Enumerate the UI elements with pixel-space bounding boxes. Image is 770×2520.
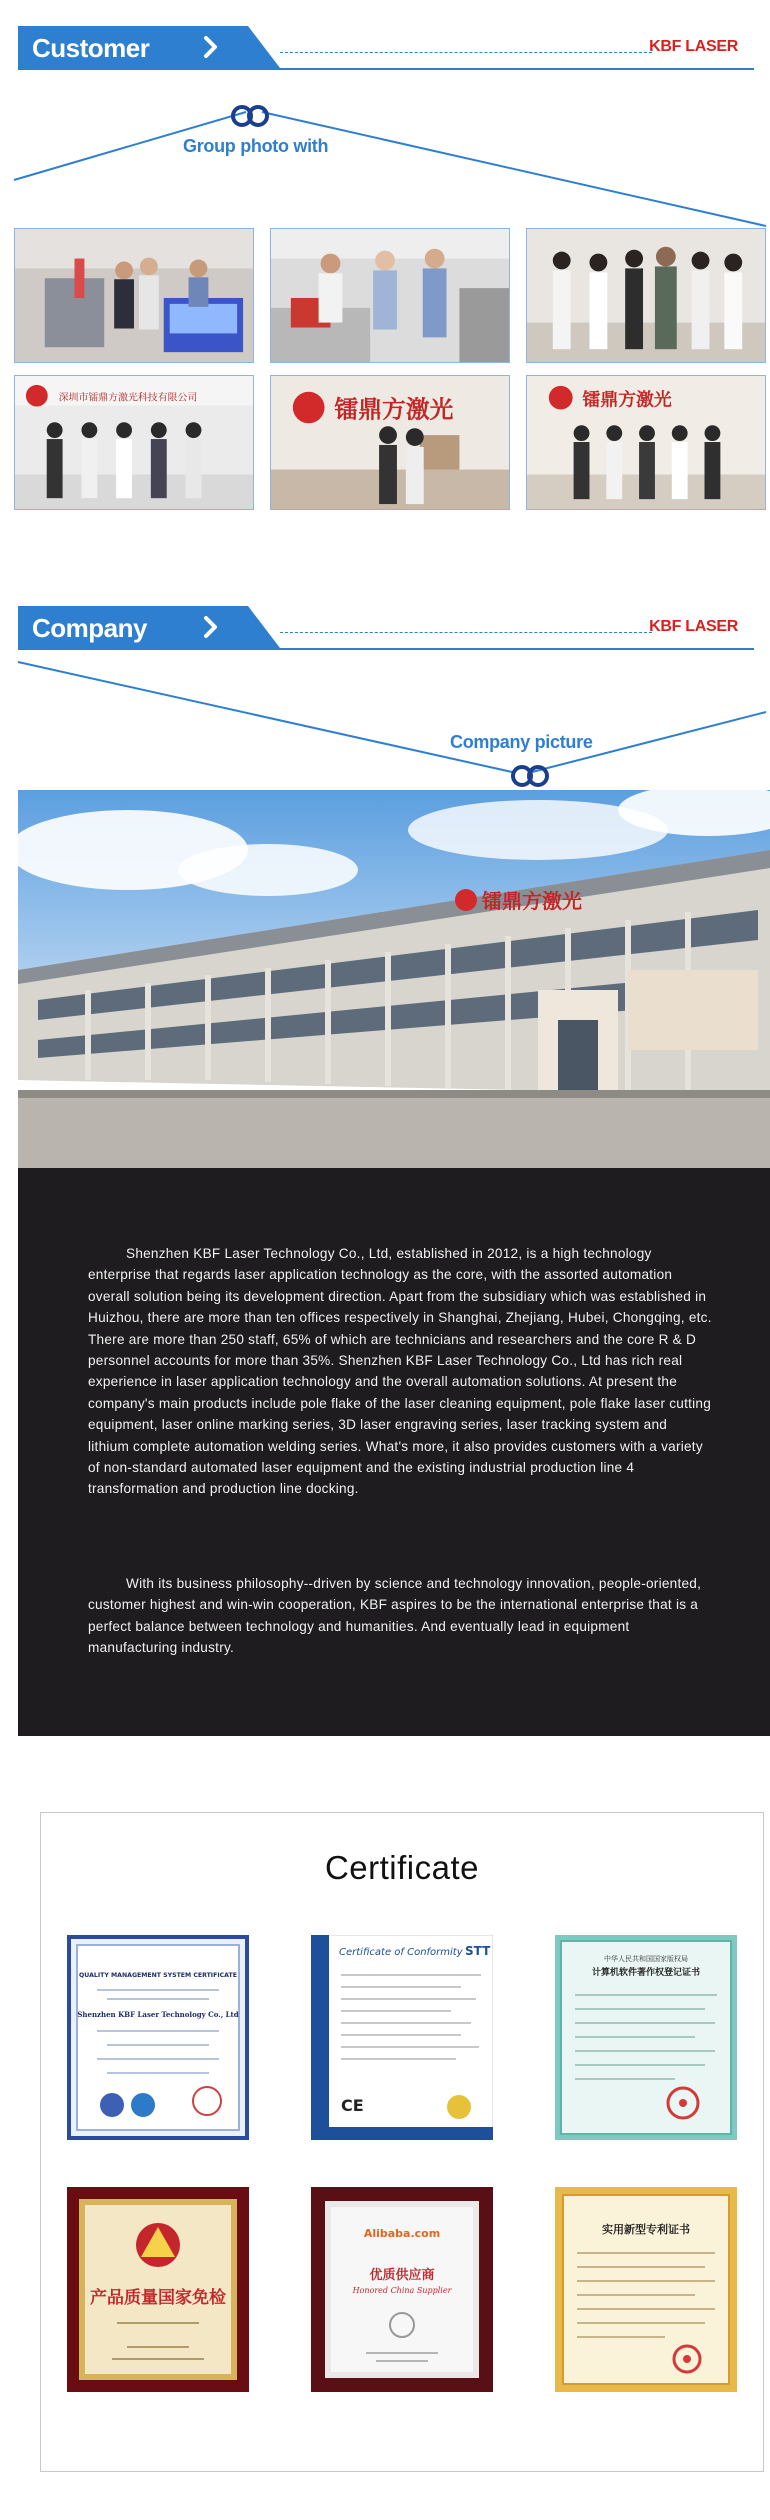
dashed-divider: [280, 632, 652, 633]
dashed-divider: [280, 52, 652, 53]
company-introduction: [18, 1168, 770, 1736]
svg-text:Alibaba.com: Alibaba.com: [363, 2227, 441, 2240]
chevron-right-icon: [198, 34, 224, 60]
banner-underline: [18, 68, 754, 70]
chain-link-icon: [233, 107, 267, 125]
building-image: [18, 790, 770, 1168]
customer-photo-1: [14, 228, 254, 363]
software-copyright-certificate: [555, 1935, 737, 2140]
product-quality-plaque-icon: [67, 2187, 249, 2392]
photo-team-standing: [527, 229, 765, 362]
group-photo-label: Group photo with: [183, 136, 329, 156]
customer-photo-2: [270, 228, 510, 363]
svg-text:STT: STT: [465, 1944, 491, 1958]
photo-reception-logo: [271, 376, 509, 509]
utility-model-patent-certificate-icon: [555, 2187, 737, 2392]
building-sign-text: 镭鼎方激光: [482, 889, 582, 913]
svg-text:实用新型专利证书: 实用新型专利证书: [602, 2223, 690, 2236]
certificate-section: [40, 1812, 764, 2472]
customer-photo-grid: [14, 228, 756, 510]
svg-text:优质供应商: 优质供应商: [369, 2268, 435, 2283]
software-copyright-certificate-icon: [555, 1935, 737, 2140]
photo-reception-group: [15, 376, 253, 509]
banner-underline: [18, 648, 754, 650]
group-photo-decoration: [0, 92, 770, 232]
photo-workshop-demo: [15, 229, 253, 362]
ce-conformity-certificate-icon: [311, 1935, 493, 2140]
svg-text:QUALITY MANAGEMENT SYSTEM CERT: QUALITY MANAGEMENT SYSTEM CERTIFICATE: [79, 1972, 237, 1979]
svg-text:CE: CE: [341, 2096, 364, 2115]
customer-banner: [18, 26, 754, 68]
svg-text:Honored China Supplier: Honored China Supplier: [352, 2286, 452, 2295]
utility-model-patent-certificate: [555, 2187, 737, 2392]
reception-logo-text: 镭鼎方激光: [334, 395, 454, 424]
svg-text:计算机软件著作权登记证书: 计算机软件著作权登记证书: [591, 1968, 701, 1978]
product-quality-plaque: [67, 2187, 249, 2392]
svg-text:中华人民共和国国家版权局: 中华人民共和国国家版权局: [604, 1955, 688, 1963]
ce-conformity-certificate: [311, 1935, 493, 2140]
svg-text:Certificate of Conformity: Certificate of Conformity: [339, 1947, 463, 1958]
alibaba-honored-supplier-plaque-icon: [311, 2187, 493, 2392]
quality-management-certificate-icon: [67, 1935, 249, 2140]
chain-link-icon: [513, 767, 547, 785]
photo-lab-visit: [271, 229, 509, 362]
brand-label: KBF LASER: [649, 618, 738, 635]
reception-sign-text: 深圳市镭鼎方激光科技有限公司: [58, 392, 198, 404]
banner-title: Customer: [32, 33, 150, 63]
company-building-photo: [18, 790, 770, 1168]
alibaba-honored-supplier-plaque: [311, 2187, 493, 2392]
svg-text:产品质量国家免检: 产品质量国家免检: [90, 2288, 226, 2308]
customer-photo-5: [270, 375, 510, 510]
brand-label: KBF LASER: [649, 38, 738, 55]
quality-management-certificate: [67, 1935, 249, 2140]
photo-reception-group-logo: [527, 376, 765, 509]
customer-photo-3: [526, 228, 766, 363]
company-picture-decoration: [0, 660, 770, 790]
company-banner: [18, 606, 754, 648]
certificate-title: Certificate: [324, 1849, 480, 1886]
intro-paragraph-1: Shenzhen KBF Laser Technology Co., Ltd, established in 2012, is a high technology enterprise that regards laser application technology as the core, with the assorted automation overall solution being its development direction. Apart from the subsidiary which was established in Huizhou, there are more than ten offices respectively in Shanghai, Zhejiang, Hubei, Chongqing, etc. There are more than 250 staff, 65% of which are technicians and researchers and the core R & D personnel accounts for more than 35%. Shenzhen KBF Laser Technology Co., Ltd has rich real experience in laser application technology and the overall automation solutions. At present the company's main products include pole flake of the laser cleaning equipment, pole flake laser cutting equipment, laser online marking series, 3D laser engraving series, laser tracking system and lithium complete automation welding series. What's more, it also provides customers with a variety of non-standard automated laser equipment and the existing industrial production line 4 transformation and production line docking.: [88, 1246, 712, 1497]
svg-text:Shenzhen KBF Laser Technology: Shenzhen KBF Laser Technology Co., Ltd: [77, 2010, 239, 2019]
intro-paragraph-2: With its business philosophy--driven by science and technology innovation, people-oriented, customer highest and win-win cooperation, KBF aspires to be the international enterprise that is a perfect balance between technology and humanities. And eventually lead in equipment manufacturing industry.: [88, 1576, 702, 1656]
banner-title: Company: [32, 613, 147, 643]
chevron-right-icon: [198, 614, 224, 640]
customer-photo-4: [14, 375, 254, 510]
customer-photo-6: [526, 375, 766, 510]
reception-logo-text: 镭鼎方激光: [582, 389, 672, 411]
company-picture-label: Company picture: [450, 732, 593, 752]
